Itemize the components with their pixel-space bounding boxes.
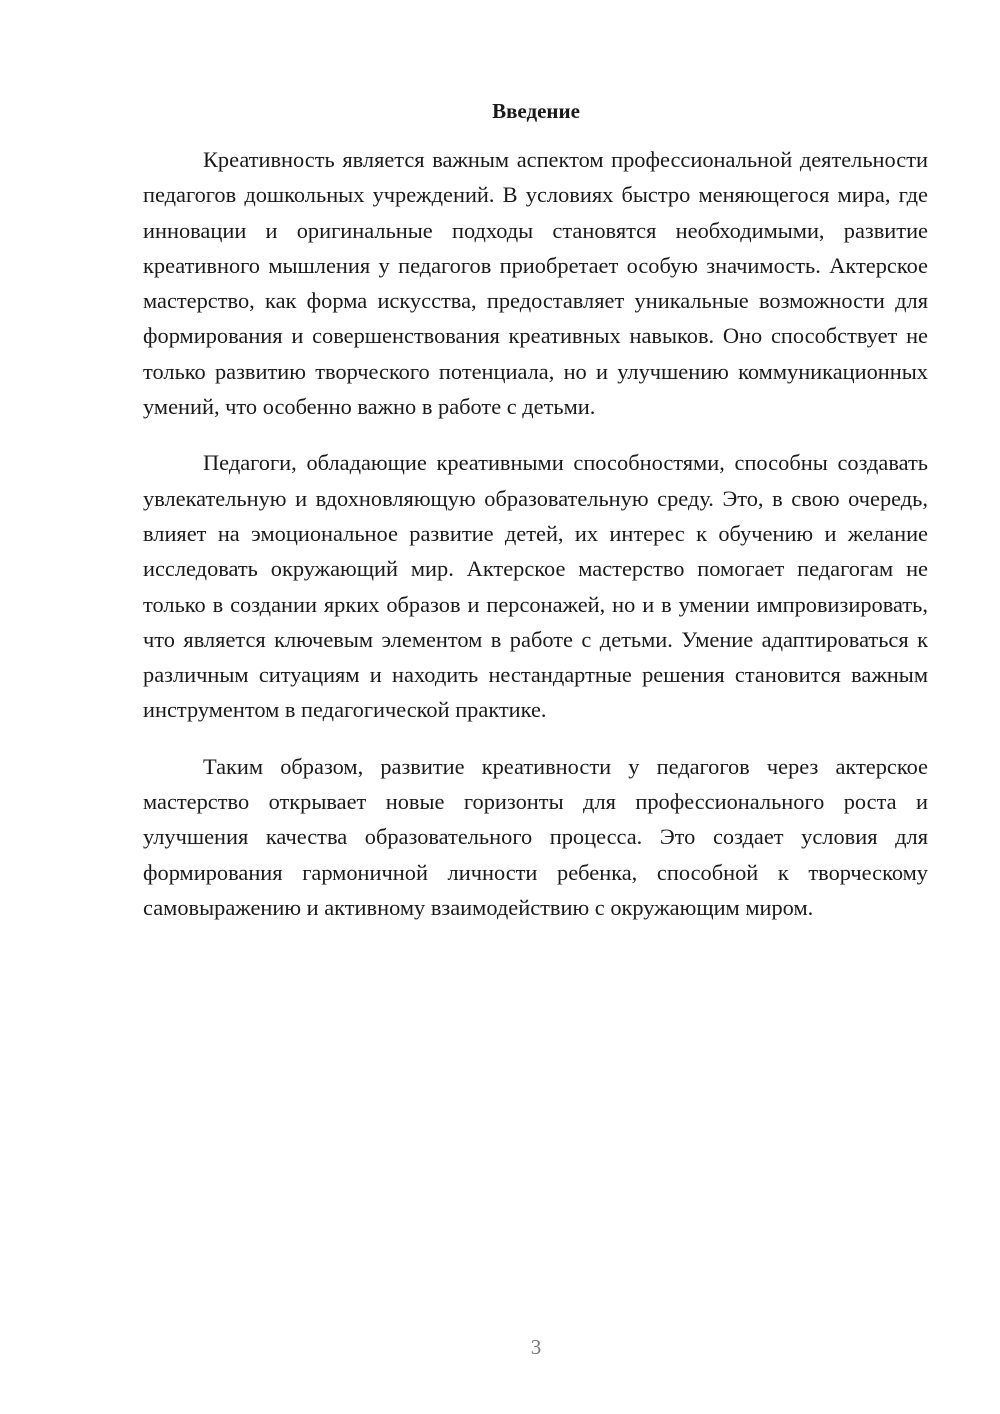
page-number: 3 <box>530 1335 542 1359</box>
body-text <box>143 142 928 946</box>
paragraph-1: Креативность является важным аспектом профессиональной деятельности педагогов дошкольных учреждений. В условиях быстро меняющегося мира, где инновации и оригинальные подходы становятся необходимыми, развитие креативного мышления у педагогов приобретает особую значимость. Актерское мастерство, как форма искусства, предоставляет уникальные возможности для формирования и совершенствования креативных навыков. Оно способствует не только развитию творческого потенциала, но и улучшению коммуникационных умений, что особенно важно в работе с детьми. <box>143 147 928 420</box>
page-title: Введение <box>492 99 580 123</box>
paragraph-2: Педагоги, обладающие креативными способностями, способны создавать увлекательную и вдохновляющую образовательную среду. Это, в свою очередь, влияет на эмоциональное развитие детей, их интерес к обучению и желание исследовать окружающий мир. Актерское мастерство помогает педагогам не только в создании ярких образов и персонажей, но и в умении импровизировать, что является ключевым элементом в работе с детьми. Умение адаптироваться к различным ситуациям и находить нестандартные решения становится важным инструментом в педагогической практике. <box>143 450 928 723</box>
paragraph-3: Таким образом, развитие креативности у педагогов через актерское мастерство открывает новые горизонты для профессионального роста и улучшения качества образовательного процесса. Это создает условия для формирования гармоничной личности ребенка, способной к творческому самовыражению и активному взаимодействию с окружающим миром. <box>143 753 928 920</box>
